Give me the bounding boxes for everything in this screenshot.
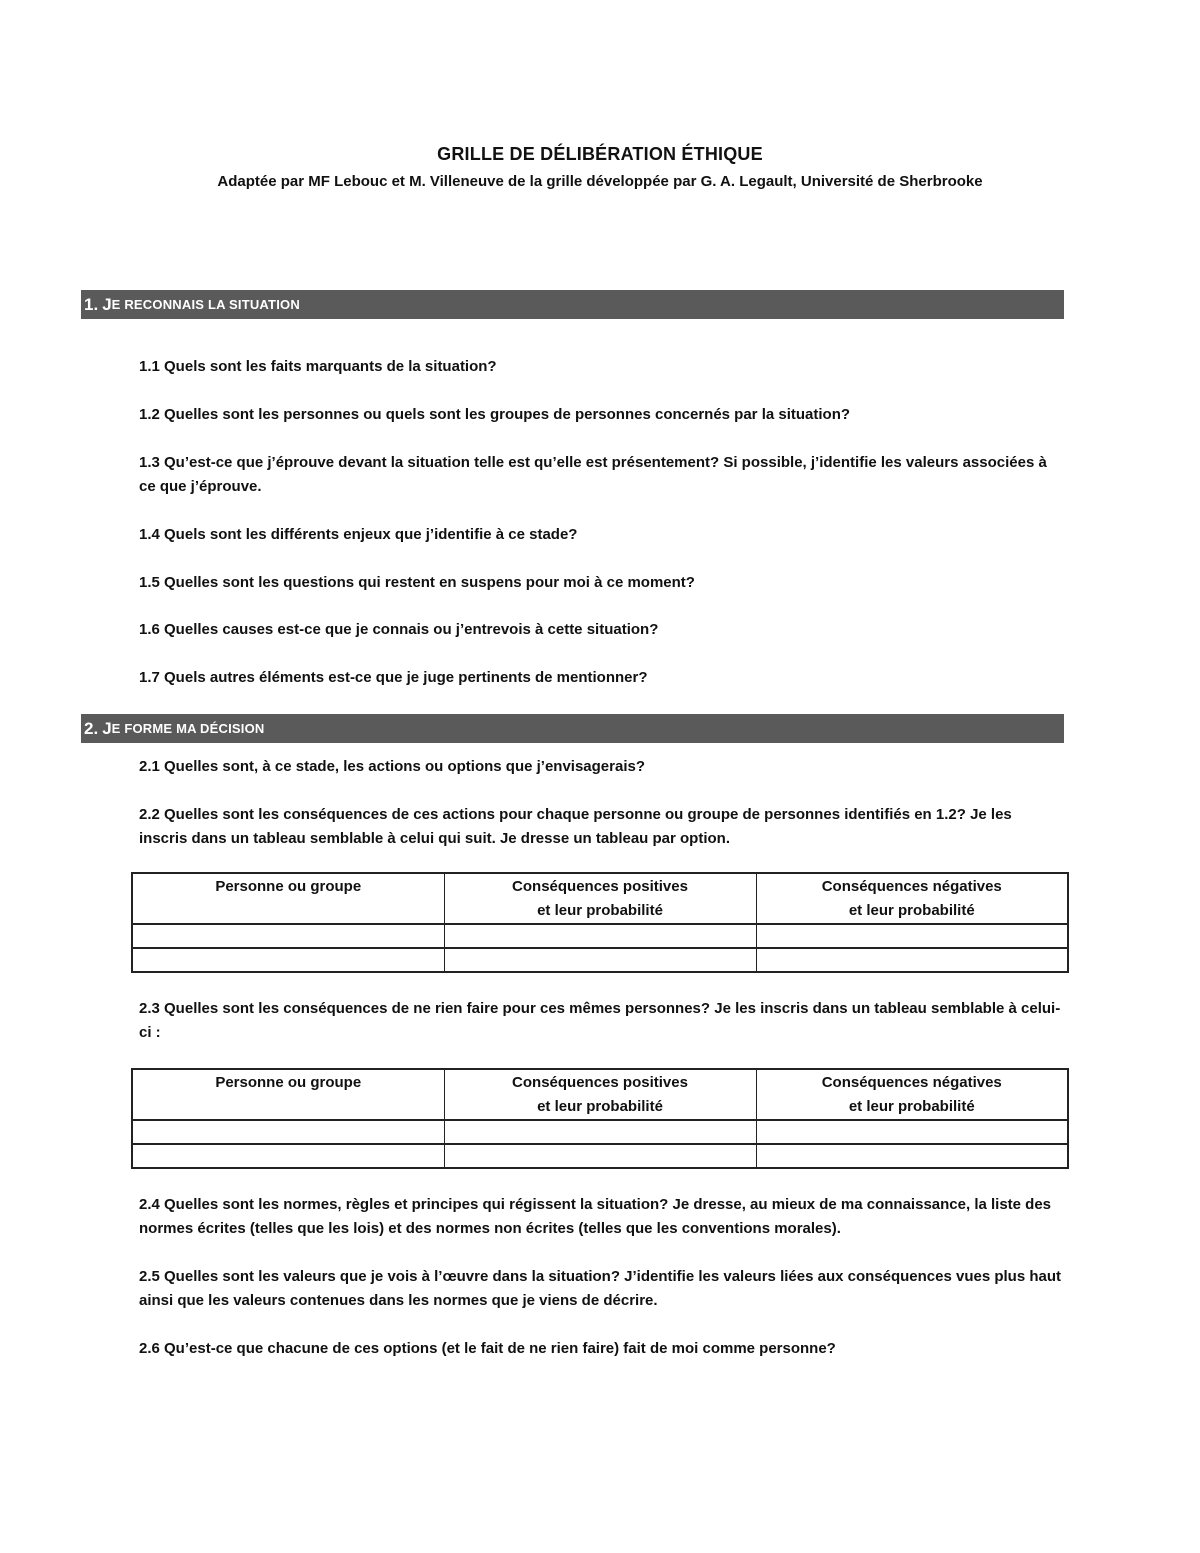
- question-1-4: 1.4 Quels sont les différents enjeux que j’identifie à ce stade?: [139, 526, 578, 543]
- question-2-5: 2.5 Quelles sont les valeurs que je vois à l’œuvre dans la situation? J’identifie les valeurs liées aux conséquences vues plus haut ainsi que les valeurs contenues dans les normes que je viens de décrire.: [139, 1268, 1062, 1309]
- table-cell[interactable]: [756, 924, 1068, 948]
- table-cell[interactable]: [444, 1144, 756, 1168]
- table-cell[interactable]: [132, 948, 444, 972]
- consequences-table-actions: [131, 872, 1069, 973]
- question-2-3: 2.3 Quelles sont les conséquences de ne rien faire pour ces mêmes personnes? Je les inscris dans un tableau semblable à celui-ci :: [139, 1000, 1061, 1041]
- question-2-2: 2.2 Quelles sont les conséquences de ces actions pour chaque personne ou groupe de personnes identifiés en 1.2? Je les inscris dans un tableau semblable à celui qui suit. Je dresse un tableau par option.: [139, 806, 1012, 847]
- section-1-header: [81, 290, 1064, 319]
- question-1-5: 1.5 Quelles sont les questions qui restent en suspens pour moi à ce moment?: [139, 574, 695, 591]
- section-1-title-initial: J: [102, 294, 112, 314]
- page-subtitle: Adaptée par MF Lebouc et M. Villeneuve de la grille développée par G. A. Legault, Université de Sherbrooke: [217, 173, 983, 190]
- table-cell[interactable]: [444, 924, 756, 948]
- question-1-3: 1.3 Qu’est-ce que j’éprouve devant la situation telle est qu’elle est présentement? Si possible, j’identifie les valeurs associées à ce que j’éprouve.: [139, 454, 1047, 495]
- table-header-negative: Conséquences négatives et leur probabilité: [756, 1069, 1068, 1120]
- question-2-1: 2.1 Quelles sont, à ce stade, les actions ou options que j’envisagerais?: [139, 758, 646, 775]
- table-cell[interactable]: [132, 924, 444, 948]
- section-2-title: E FORME MA DÉCISION: [111, 721, 265, 736]
- question-1-6: 1.6 Quelles causes est-ce que je connais ou j’entrevois à cette situation?: [139, 621, 659, 638]
- page-title: GRILLE DE DÉLIBÉRATION ÉTHIQUE: [437, 144, 763, 164]
- question-1-2: 1.2 Quelles sont les personnes ou quels sont les groupes de personnes concernés par la situation?: [139, 406, 851, 423]
- section-2-number: 2.: [84, 718, 99, 738]
- consequences-table-inaction: [131, 1068, 1069, 1169]
- table-cell[interactable]: [132, 1120, 444, 1144]
- table-cell[interactable]: [132, 1144, 444, 1168]
- table-header-positive: Conséquences positives et leur probabilité: [444, 873, 756, 924]
- table-header-negative: Conséquences négatives et leur probabilité: [756, 873, 1068, 924]
- table-header-person: Personne ou groupe: [132, 873, 444, 924]
- table-cell[interactable]: [756, 1120, 1068, 1144]
- table-header-positive: Conséquences positives et leur probabilité: [444, 1069, 756, 1120]
- table-header-person: Personne ou groupe: [132, 1069, 444, 1120]
- question-2-6: 2.6 Qu’est-ce que chacune de ces options (et le fait de ne rien faire) fait de moi comme personne?: [139, 1340, 836, 1357]
- table-cell[interactable]: [756, 1144, 1068, 1168]
- question-2-4: 2.4 Quelles sont les normes, règles et principes qui régissent la situation? Je dresse, au mieux de ma connaissance, la liste des normes écrites (telles que les lois) et des normes non écrites (telles que les conventions morales).: [139, 1196, 1052, 1237]
- section-2-header: [81, 714, 1064, 743]
- table-cell[interactable]: [444, 948, 756, 972]
- table-cell[interactable]: [444, 1120, 756, 1144]
- table-cell[interactable]: [756, 948, 1068, 972]
- question-1-7: 1.7 Quels autres éléments est-ce que je juge pertinents de mentionner?: [139, 669, 648, 686]
- section-1-number: 1.: [84, 294, 99, 314]
- section-1-title: E RECONNAIS LA SITUATION: [111, 297, 300, 312]
- question-1-1: 1.1 Quels sont les faits marquants de la situation?: [139, 358, 497, 375]
- section-2-title-initial: J: [102, 718, 112, 738]
